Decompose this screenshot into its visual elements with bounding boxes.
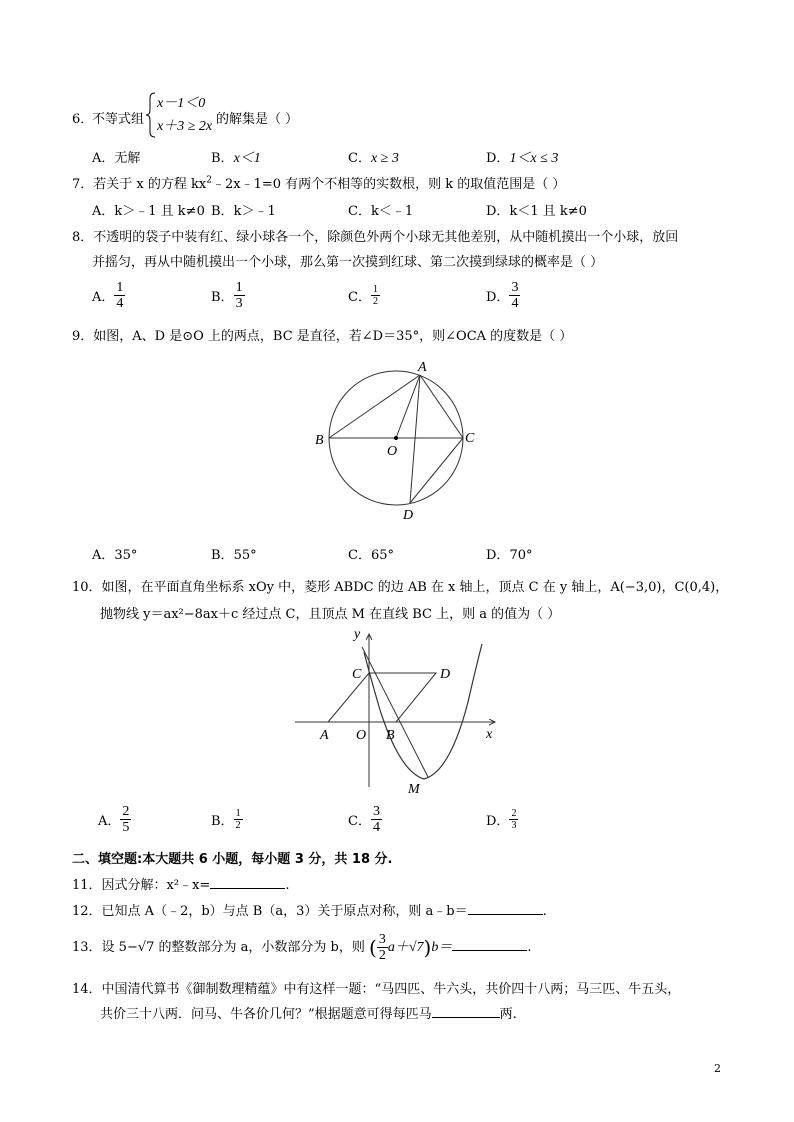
- q6-stem-prefix: 不等式组: [92, 112, 145, 127]
- q8-option-d: D． $\frac{3}{4}$: [486, 280, 519, 311]
- q8-option-a: A． $\frac{1}{4}$: [92, 280, 124, 311]
- q7-option-b: B．k＞﹣1: [211, 204, 276, 219]
- q7-option-d: D．k＜1 且 k≠0: [486, 204, 587, 219]
- answer-blank: [432, 1005, 500, 1018]
- q7-option-a: A．k＞﹣1 且 k≠0: [92, 204, 205, 219]
- label-b: B: [386, 728, 395, 743]
- q12-stem: 12．已知点 A（﹣2，b）与点 B（a，3）关于原点对称，则 a﹣b＝ .: [72, 904, 547, 919]
- label-o: O: [387, 444, 398, 459]
- q6-option-d: D．1＜x ≤ 3: [486, 151, 559, 166]
- q11-stem: 11．因式分解：x²﹣x= .: [72, 878, 290, 893]
- circle-figure: [310, 358, 480, 528]
- answer-blank: [468, 902, 543, 915]
- label-b: B: [315, 433, 324, 448]
- label-a: A: [320, 728, 329, 743]
- q7-option-c: C．k＜﹣1: [348, 204, 414, 219]
- q6-ineq-1: x－1＜0: [157, 96, 206, 111]
- q9-stem: 9．如图，A、D 是⊙O 上的两点，BC 是直径，若∠D＝35°，则∠OCA 的度数是（ ）: [72, 329, 573, 344]
- q10-option-b: B． $\frac{1}{2}$: [211, 808, 241, 831]
- q9-option-c: C．65°: [348, 548, 394, 563]
- q10-stem-line1: 10．如图，在平面直角坐标系 xOy 中，菱形 ABDC 的边 AB 在 x 轴上，顶点 C 在 y 轴上，A(−3,0)，C(0,4)，: [72, 580, 729, 595]
- parabola-figure: [290, 622, 505, 797]
- q10-option-c: C． $\frac{3}{4}$: [348, 804, 380, 835]
- label-c: C: [465, 431, 475, 446]
- label-x: x: [486, 727, 493, 742]
- q14-stem-line1: 14．中国清代算书《御制数理精蕴》中有这样一题：“马四匹、牛六头，共价四十八两；马三匹、牛五头，: [72, 982, 681, 997]
- section-heading: 二、填空题:本大题共 6 小题，每小题 3 分，共 18 分.: [72, 852, 393, 867]
- q10-stem-line2: 抛物线 y＝ax²−8ax＋c 经过点 C，且顶点 M 在直线 BC 上，则 a 的值为（ ）: [100, 607, 561, 622]
- q8-option-b: B． $\frac{1}{3}$: [211, 280, 243, 311]
- label-d: D: [440, 667, 451, 682]
- q14-stem-line2: 共价三十八两．问马、牛各价几何？”根据题意可得每匹马 两.: [100, 1007, 517, 1022]
- q6-option-b: B．x＜1: [211, 151, 261, 166]
- q6-option-a: A．无解: [92, 151, 141, 166]
- label-o: O: [356, 728, 367, 743]
- q9-option-d: D．70°: [486, 548, 533, 563]
- label-a: A: [418, 360, 427, 375]
- page-number: 2: [714, 1062, 721, 1075]
- label-c: C: [352, 667, 362, 682]
- q8-stem-line1: 8．不透明的袋子中装有红、绿小球各一个，除颜色外两个小球无其他差别，从中随机摸出一个小球，放回: [72, 230, 679, 245]
- q6-ineq-2: x＋3 ≥ 2x: [157, 119, 213, 134]
- q10-option-d: D． $\frac{2}{3}$: [486, 808, 517, 831]
- q9-option-b: B．55°: [211, 548, 257, 563]
- label-m: M: [408, 782, 420, 797]
- answer-blank: [452, 938, 527, 951]
- q9-option-a: A．35°: [92, 548, 138, 563]
- answer-blank: [210, 876, 285, 889]
- q8-option-c: C． $\frac{1}{2}$: [348, 284, 378, 307]
- q7-stem: 7．若关于 x 的方程 $kx^2﹣2x﹣1=0$ 有两个不相等的实数根，则 k 的取值范围是（ ）: [72, 175, 566, 192]
- q6-stem-suffix: 的解集是（ ）: [216, 112, 299, 127]
- q13-stem: 13．设 5−√7 的整数部分为 a，小数部分为 b，则 ( $\frac{3}{2}$ a＋√7)b＝ .: [72, 932, 532, 963]
- q6-option-c: C．x ≥ 3: [348, 151, 399, 166]
- q8-stem-line2: 并摇匀，再从中随机摸出一个小球，那么第一次摸到红球、第二次摸到绿球的概率是（ ）: [92, 255, 604, 270]
- label-d: D: [403, 508, 414, 523]
- q10-option-a: A． $\frac{2}{5}$: [98, 804, 130, 835]
- brace-icon: [146, 92, 156, 138]
- label-y: y: [354, 627, 361, 642]
- q6-number: 6．: [72, 112, 94, 127]
